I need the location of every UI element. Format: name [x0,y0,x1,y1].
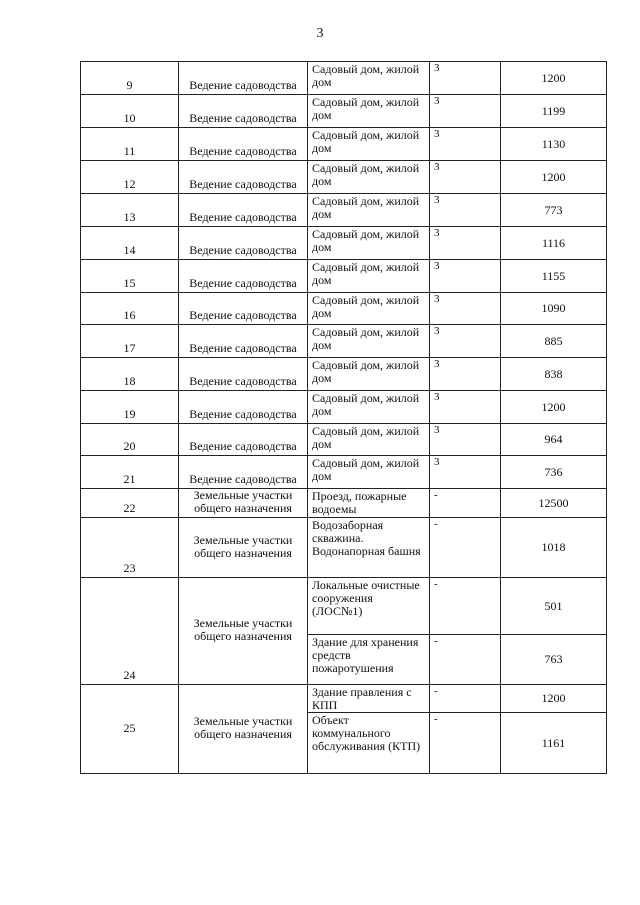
object-code: 3 [430,456,501,489]
object-name: Садовый дом, жилой дом [308,456,430,489]
table-row [81,161,607,194]
object-code: - [430,713,501,774]
area-value: 885 [501,325,607,358]
area-value: 1018 [501,518,607,578]
object-name: Садовый дом, жилой дом [308,194,430,227]
object-name: Здание правления с КПП [308,685,430,713]
object-code: 3 [430,293,501,325]
permitted-use: Ведение садоводства [179,456,308,489]
table-row [81,424,607,456]
permitted-use: Ведение садоводства [179,161,308,194]
permitted-use: Ведение садоводства [179,293,308,325]
table-row [81,456,607,489]
area-value: 1199 [501,95,607,128]
table-row [81,227,607,260]
area-value: 1161 [501,713,607,774]
table-row [81,391,607,424]
area-value: 763 [501,635,607,685]
area-value: 1200 [501,161,607,194]
row-number: 11 [81,128,179,161]
row-number: 12 [81,161,179,194]
table-row [81,685,607,713]
permitted-use: Земельные участки общего назначения [179,578,308,685]
object-name: Садовый дом, жилой дом [308,128,430,161]
area-value: 964 [501,424,607,456]
object-code: 3 [430,325,501,358]
object-code: - [430,635,501,685]
object-name: Садовый дом, жилой дом [308,62,430,95]
object-name: Садовый дом, жилой дом [308,391,430,424]
object-name: Садовый дом, жилой дом [308,95,430,128]
row-number: 19 [81,391,179,424]
area-value: 773 [501,194,607,227]
permitted-use: Ведение садоводства [179,95,308,128]
object-code: - [430,489,501,518]
object-name: Садовый дом, жилой дом [308,424,430,456]
table-row [81,62,607,95]
object-code: 3 [430,227,501,260]
object-name: Садовый дом, жилой дом [308,293,430,325]
area-value: 12500 [501,489,607,518]
table-row [81,293,607,325]
row-number: 25 [81,685,179,774]
area-value: 1090 [501,293,607,325]
permitted-use: Ведение садоводства [179,424,308,456]
object-name: Садовый дом, жилой дом [308,260,430,293]
row-number: 16 [81,293,179,325]
object-code: 3 [430,391,501,424]
table-row [81,128,607,161]
table-row [81,518,607,578]
table-row [81,194,607,227]
object-name: Садовый дом, жилой дом [308,325,430,358]
object-name: Проезд, пожарные водоемы [308,489,430,518]
permitted-use: Ведение садоводства [179,128,308,161]
table-row [81,578,607,635]
permitted-use: Ведение садоводства [179,391,308,424]
object-name: Садовый дом, жилой дом [308,358,430,391]
area-value: 1116 [501,227,607,260]
permitted-use: Ведение садоводства [179,62,308,95]
area-value: 1200 [501,391,607,424]
row-number: 10 [81,95,179,128]
row-number: 21 [81,456,179,489]
area-value: 1130 [501,128,607,161]
row-number: 18 [81,358,179,391]
row-number: 23 [81,518,179,578]
object-name: Локальные очистные сооружения (ЛОС№1) [308,578,430,635]
row-number: 13 [81,194,179,227]
object-code: 3 [430,260,501,293]
area-value: 838 [501,358,607,391]
table-row [81,260,607,293]
object-code: 3 [430,161,501,194]
object-code: 3 [430,95,501,128]
object-code: 3 [430,424,501,456]
object-code: 3 [430,358,501,391]
row-number: 20 [81,424,179,456]
object-code: 3 [430,62,501,95]
table-body [81,62,607,774]
object-code: 3 [430,194,501,227]
row-number: 14 [81,227,179,260]
land-plots-table [80,61,607,774]
row-number: 22 [81,489,179,518]
object-name: Садовый дом, жилой дом [308,161,430,194]
permitted-use: Ведение садоводства [179,358,308,391]
object-code: - [430,685,501,713]
area-value: 736 [501,456,607,489]
area-value: 1155 [501,260,607,293]
table-row [81,489,607,518]
permitted-use: Ведение садоводства [179,227,308,260]
row-number: 17 [81,325,179,358]
table-row [81,95,607,128]
row-number: 9 [81,62,179,95]
object-code: - [430,518,501,578]
row-number: 24 [81,578,179,685]
table-row [81,325,607,358]
page-number: 3 [316,26,324,41]
table-row [81,358,607,391]
object-name: Водозаборная скважина. Водонапорная башня [308,518,430,578]
permitted-use: Земельные участки общего назначения [179,518,308,578]
object-name: Здание для хранения средств пожаротушения [308,635,430,685]
permitted-use: Ведение садоводства [179,194,308,227]
object-code: 3 [430,128,501,161]
permitted-use: Ведение садоводства [179,260,308,293]
permitted-use: Ведение садоводства [179,325,308,358]
object-code: - [430,578,501,635]
object-name: Объект коммунального обслуживания (КТП) [308,713,430,774]
row-number: 15 [81,260,179,293]
permitted-use: Земельные участки общего назначения [179,685,308,774]
object-name: Садовый дом, жилой дом [308,227,430,260]
area-value: 501 [501,578,607,635]
permitted-use: Земельные участки общего назначения [179,489,308,518]
area-value: 1200 [501,685,607,713]
area-value: 1200 [501,62,607,95]
